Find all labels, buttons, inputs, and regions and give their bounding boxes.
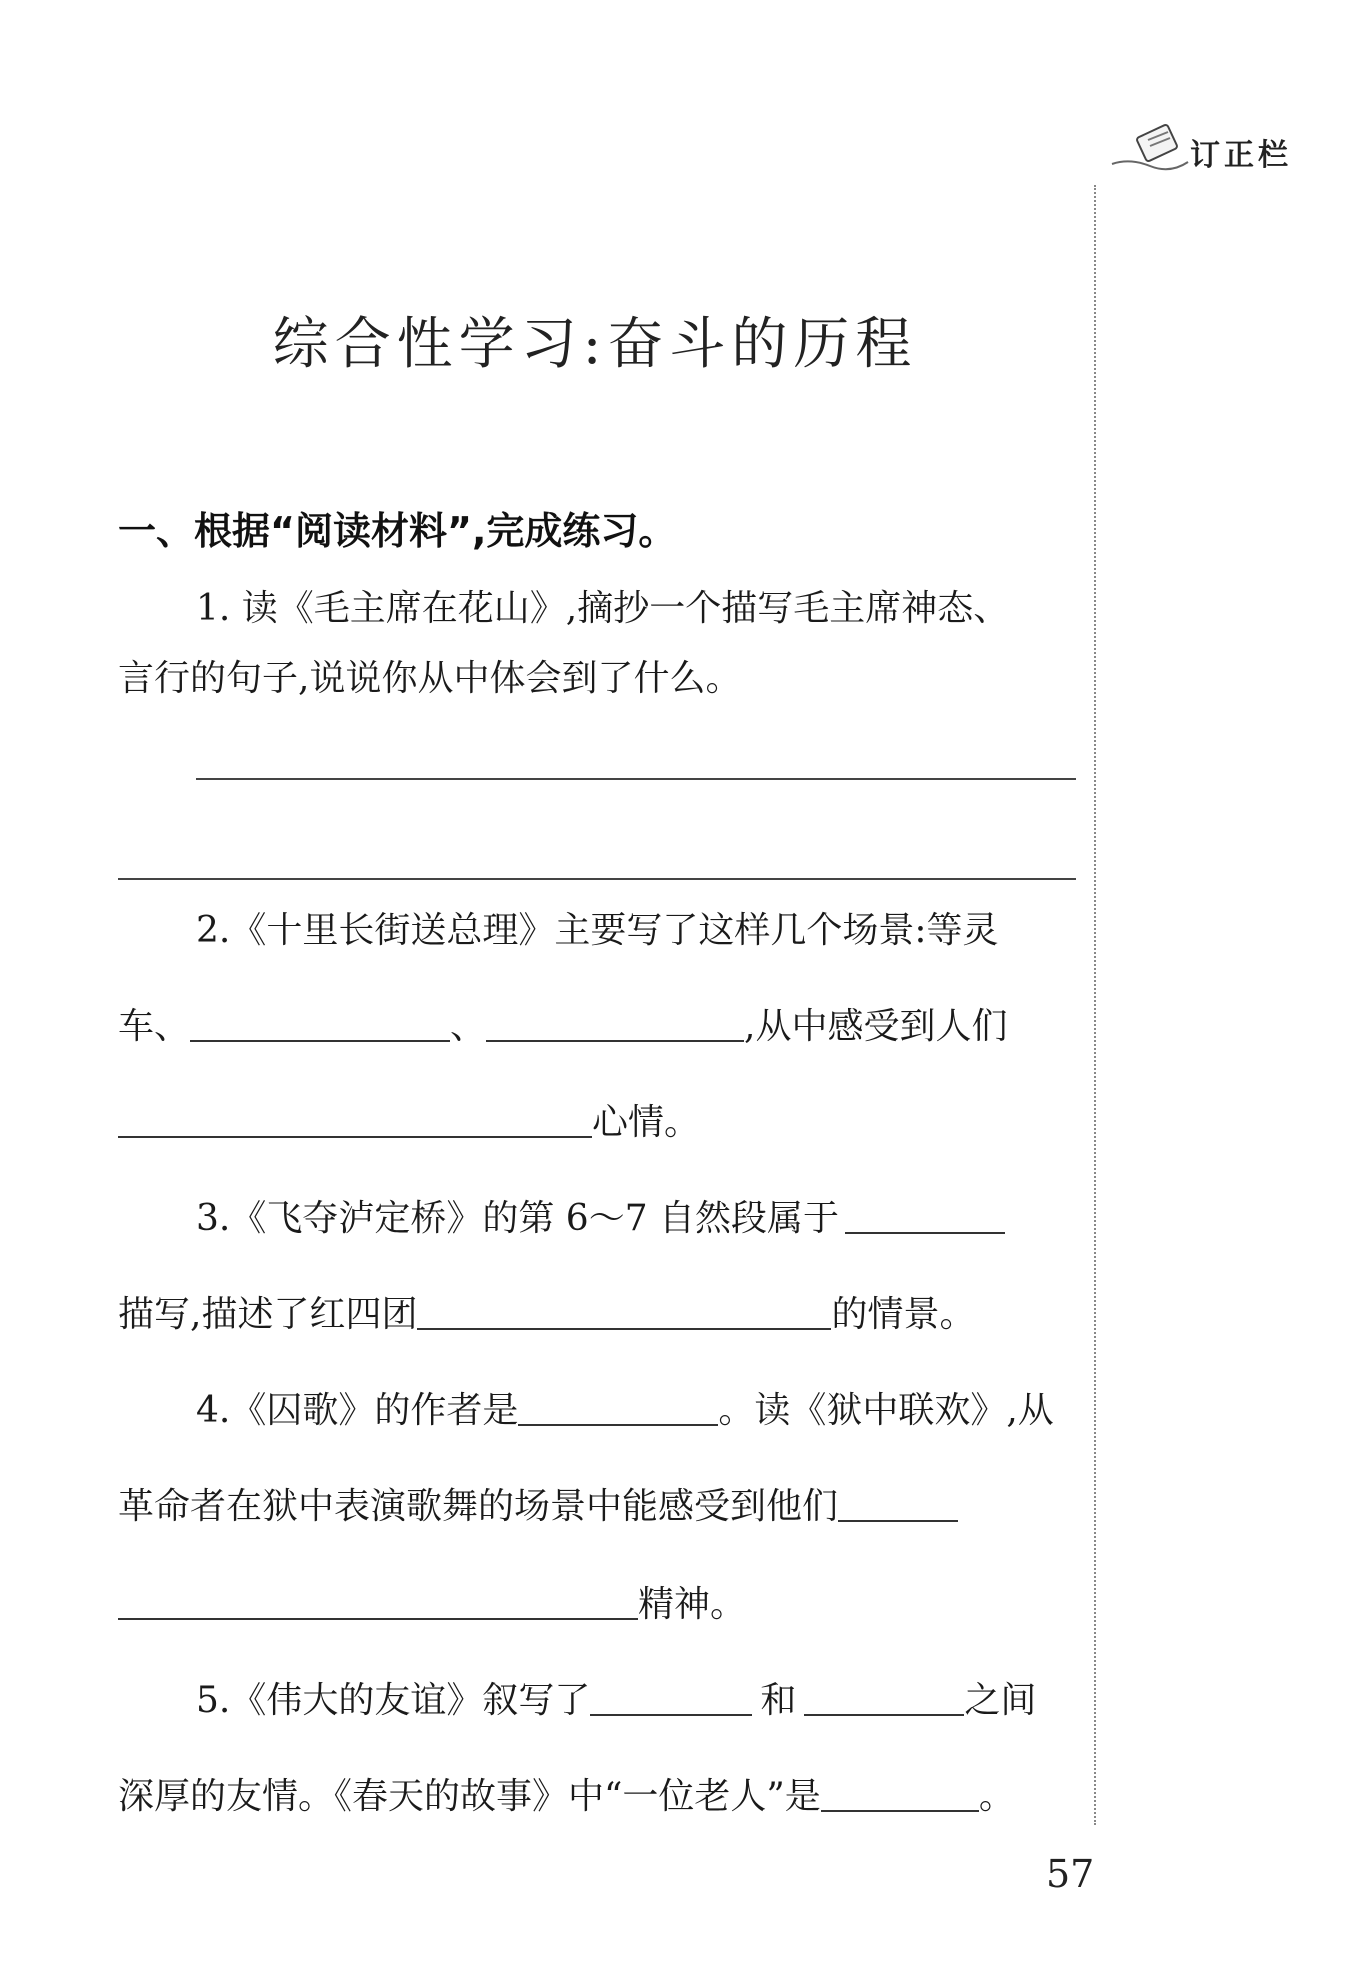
correction-column-header (1110, 122, 1340, 182)
q1-answer-line-1[interactable] (196, 778, 1076, 780)
q5-line-2-end: 。 (978, 1776, 1015, 1817)
q2-blank-feeling[interactable] (118, 1106, 592, 1138)
q2-line-2-separator: 、 (450, 1006, 487, 1047)
q5-line-1-and: 和 (760, 1680, 797, 1721)
q2-line-2-start: 车、 (118, 1006, 191, 1047)
page-title: 综合性学习:奋斗的历程 (272, 312, 918, 377)
q2-line-3-end: 心情。 (592, 1102, 701, 1143)
q4-line-1-end: 。读《狱中联欢》,从 (718, 1390, 1054, 1431)
q1-line-2: 言行的句子,说说你从中体会到了什么。 (118, 658, 742, 699)
q3-blank-description-type[interactable] (845, 1202, 1005, 1234)
q2-line-2-end: ,从中感受到人们 (744, 1006, 1008, 1047)
q3-blank-scene[interactable] (417, 1298, 831, 1330)
section-heading: 一、根据“阅读材料”,完成练习。 (118, 509, 677, 553)
q2-blank-scene-3[interactable] (486, 1010, 744, 1042)
q2-line-2 (118, 998, 1007, 1049)
q4-blank-spirit-start[interactable] (838, 1490, 958, 1522)
q5-blank-old-man[interactable] (821, 1780, 979, 1812)
q2-line-3 (118, 1094, 700, 1145)
q5-blank-person-2[interactable] (804, 1684, 964, 1716)
pencil-eraser-icon (1110, 122, 1190, 182)
q5-blank-person-1[interactable] (590, 1684, 752, 1716)
q1-line-1: 1. 读《毛主席在花山》,摘抄一个描写毛主席神态、 (196, 588, 1010, 629)
q5-line-2 (118, 1768, 1015, 1819)
q4-line-3 (118, 1576, 746, 1627)
q4-line-2 (118, 1478, 958, 1529)
q2-blank-scene-2[interactable] (190, 1010, 450, 1042)
q5-line-1-start: 5.《伟大的友谊》叙写了 (196, 1680, 591, 1721)
q5-line-1 (196, 1672, 1036, 1723)
q4-blank-spirit[interactable] (118, 1588, 638, 1620)
q1-answer-line-2[interactable] (118, 878, 1076, 880)
correction-column-divider (1094, 185, 1096, 1825)
q4-line-3-end: 精神。 (638, 1584, 747, 1625)
q4-line-1 (196, 1382, 1054, 1433)
correction-column-label: 订正栏 (1190, 138, 1292, 173)
q3-line-1 (196, 1190, 1005, 1241)
q3-line-1-text: 3.《飞夺泸定桥》的第 6～7 自然段属于 (196, 1198, 840, 1239)
q4-line-2-text: 革命者在狱中表演歌舞的场景中能感受到他们 (118, 1486, 839, 1527)
page-number: 57 (1046, 1852, 1095, 1896)
q2-line-1: 2.《十里长街送总理》主要写了这样几个场景:等灵 (196, 910, 999, 951)
q3-line-2-start: 描写,描述了红四团 (118, 1294, 418, 1335)
q4-line-1-start: 4.《囚歌》的作者是 (196, 1390, 519, 1431)
q3-line-2 (118, 1286, 975, 1337)
q5-line-1-end: 之间 (964, 1680, 1037, 1721)
q4-blank-author[interactable] (518, 1394, 718, 1426)
q3-line-2-end: 的情景。 (831, 1294, 976, 1335)
q5-line-2-start: 深厚的友情。《春天的故事》中“一位老人”是 (118, 1776, 821, 1817)
